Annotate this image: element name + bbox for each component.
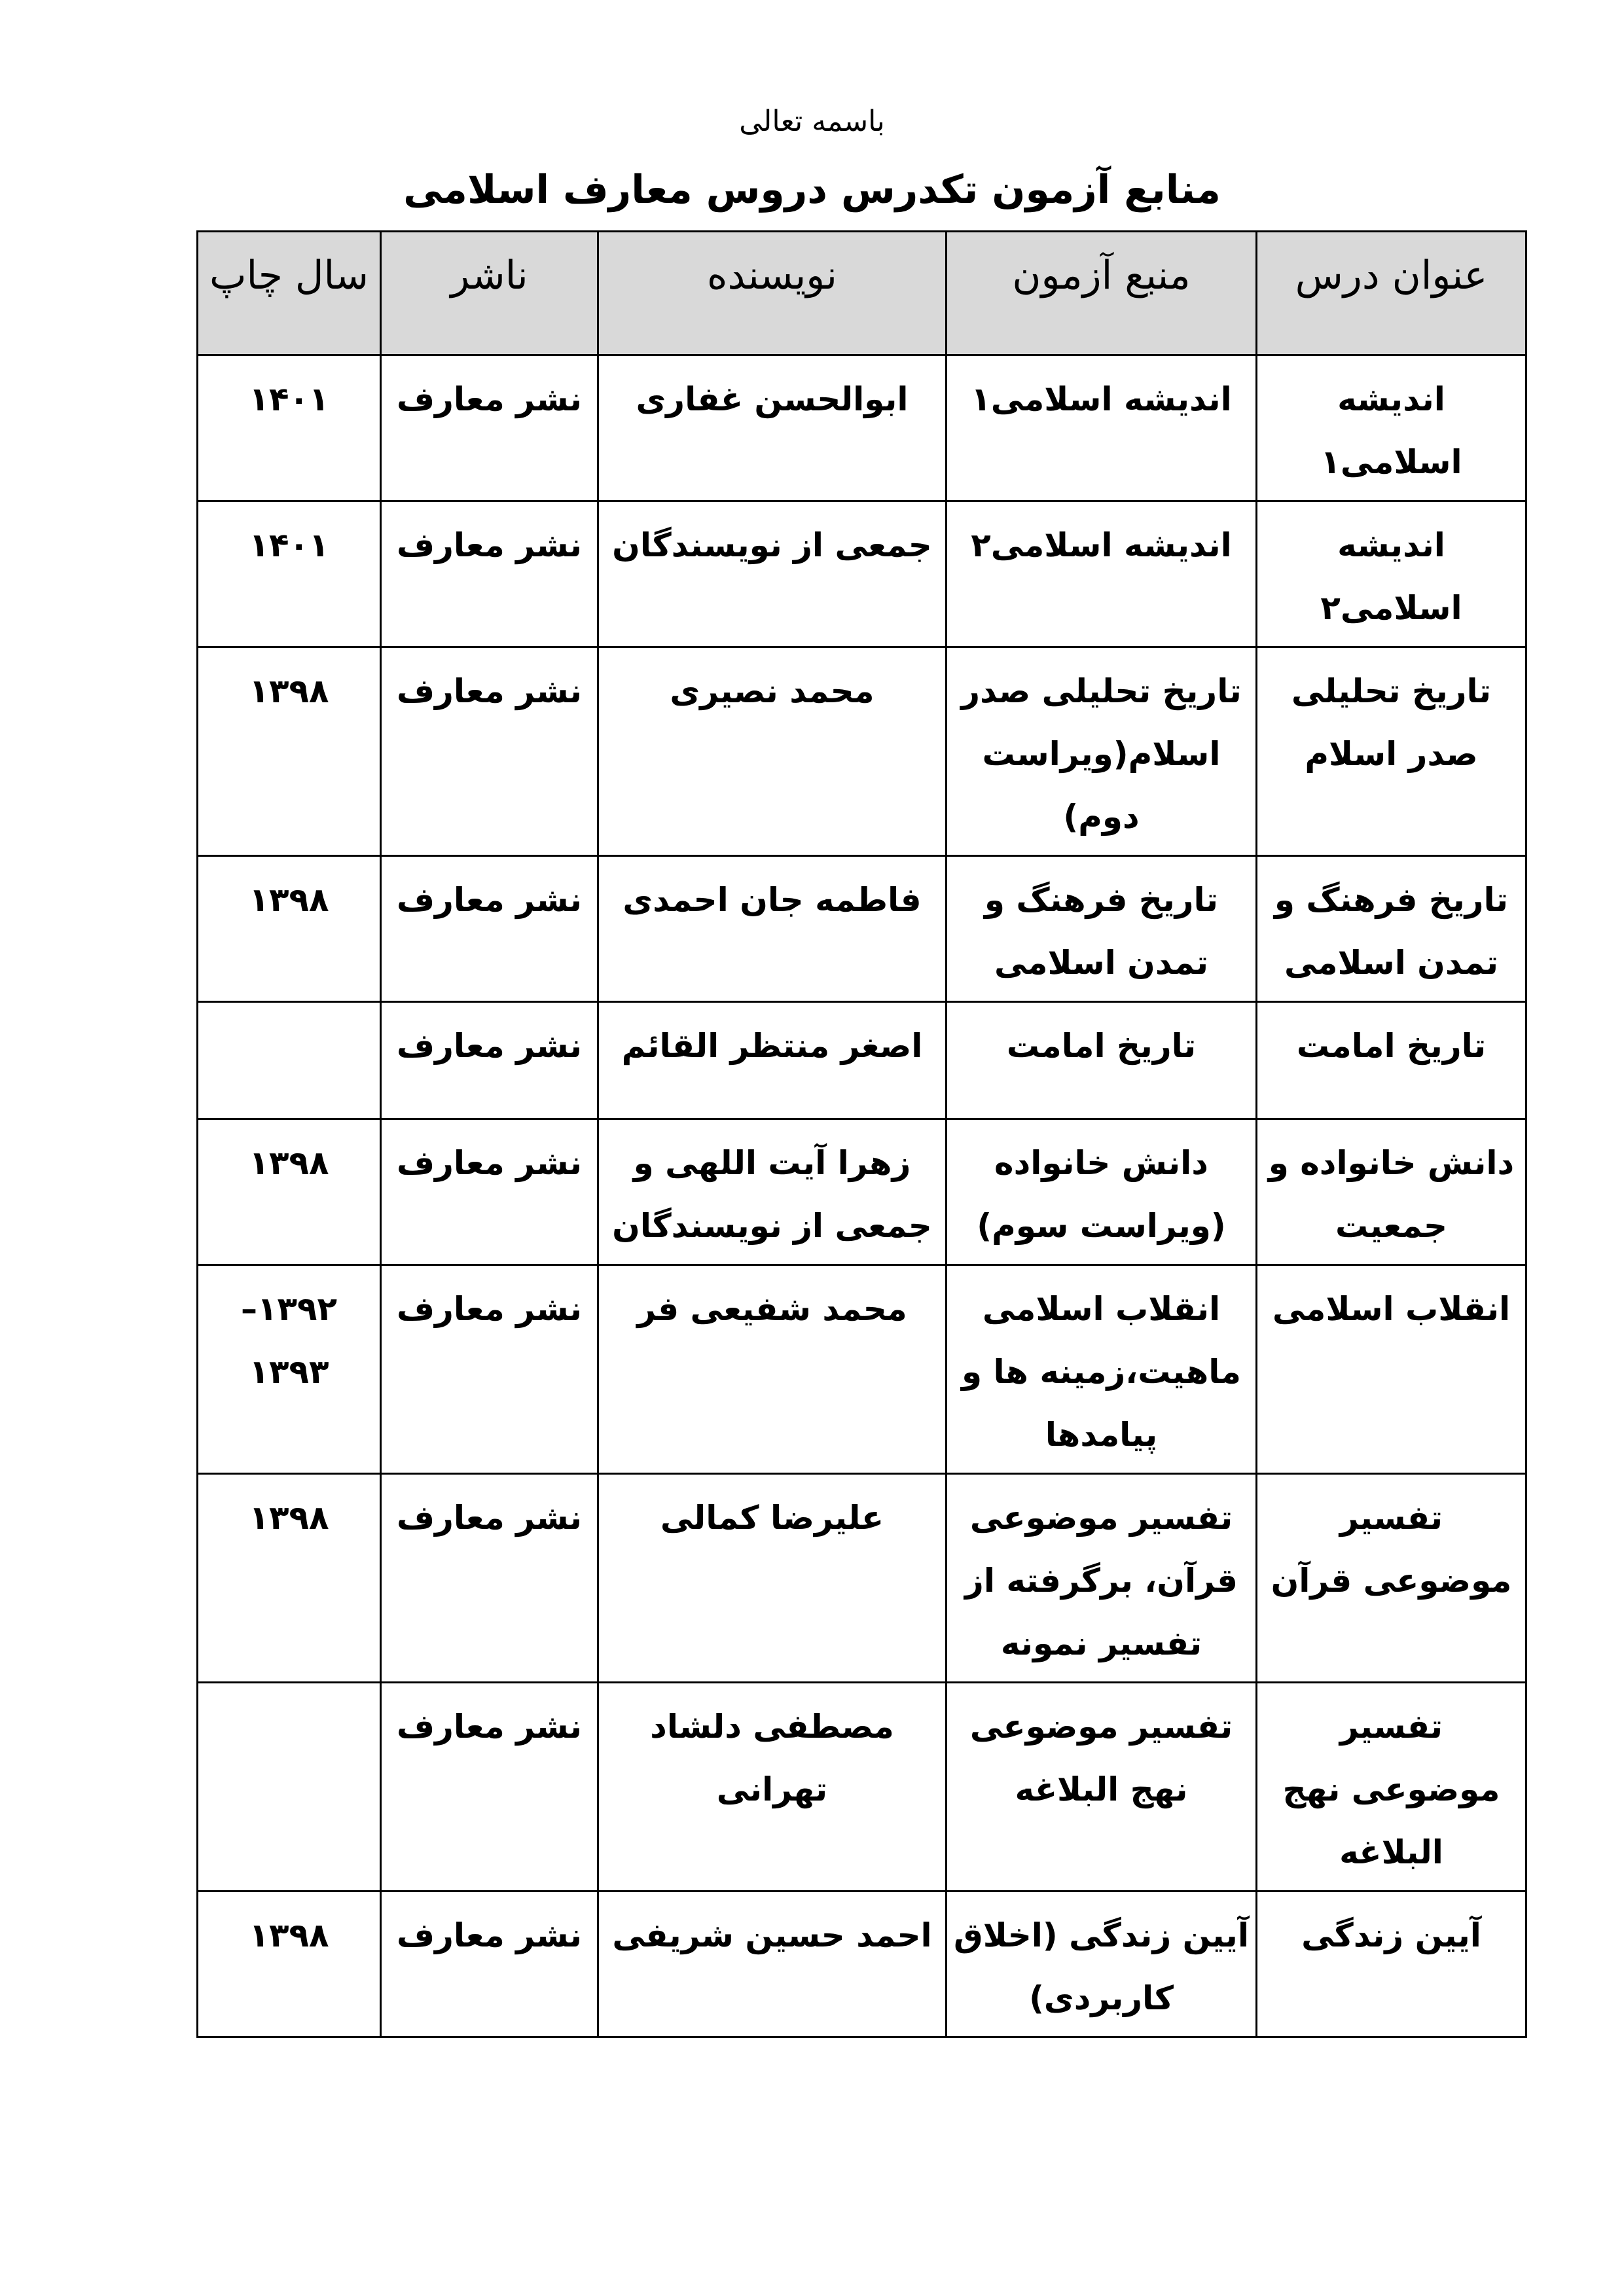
- cell-year: ۱۴۰۱: [198, 355, 381, 501]
- cell-source: اندیشه اسلامی۱: [947, 355, 1257, 501]
- cell-year: ۱۳۹۸: [198, 647, 381, 856]
- exam-sources-table: [196, 230, 1527, 2038]
- cell-course: آیین زندگی: [1257, 1892, 1526, 2037]
- cell-author: علیرضا کمالی: [598, 1474, 947, 1683]
- cell-year: ۱۳۹۲– ۱۳۹۳: [198, 1265, 381, 1474]
- cell-year: ۱۴۰۱: [198, 501, 381, 647]
- cell-publisher: نشر معارف: [381, 1265, 598, 1474]
- cell-course: انقلاب اسلامی: [1257, 1265, 1526, 1474]
- cell-course: دانش خانواده و جمعیت: [1257, 1119, 1526, 1265]
- table-row: [198, 1265, 1526, 1474]
- table-row: [198, 355, 1526, 501]
- cell-year: [198, 1683, 381, 1892]
- column-header-publisher: ناشر: [381, 232, 598, 355]
- cell-course: اندیشه اسلامی۲: [1257, 501, 1526, 647]
- table-row: [198, 1119, 1526, 1265]
- cell-source: تفسیر موضوعی نهج البلاغه: [947, 1683, 1257, 1892]
- cell-source: تاریخ فرهنگ و تمدن اسلامی: [947, 856, 1257, 1002]
- cell-publisher: نشر معارف: [381, 501, 598, 647]
- cell-publisher: نشر معارف: [381, 1474, 598, 1683]
- basmala-heading: باسمه تعالی: [739, 105, 885, 138]
- cell-author: احمد حسین شریفی: [598, 1892, 947, 2037]
- table-row: [198, 856, 1526, 1002]
- cell-year: [198, 1002, 381, 1119]
- cell-course: تاریخ امامت: [1257, 1002, 1526, 1119]
- cell-year: ۱۳۹۸: [198, 1892, 381, 2037]
- table-row: [198, 1474, 1526, 1683]
- table-row: [198, 501, 1526, 647]
- cell-source: تاریخ تحلیلی صدر اسلام(ویراست دوم): [947, 647, 1257, 856]
- cell-year: ۱۳۹۸: [198, 856, 381, 1002]
- cell-course: تاریخ فرهنگ و تمدن اسلامی: [1257, 856, 1526, 1002]
- cell-publisher: نشر معارف: [381, 1119, 598, 1265]
- cell-publisher: نشر معارف: [381, 856, 598, 1002]
- cell-publisher: نشر معارف: [381, 1002, 598, 1119]
- cell-course: تفسیر موضوعی نهج البلاغه: [1257, 1683, 1526, 1892]
- cell-author: ابوالحسن غفاری: [598, 355, 947, 501]
- cell-course: تفسیر موضوعی قرآن: [1257, 1474, 1526, 1683]
- table-row: [198, 647, 1526, 856]
- cell-course: اندیشه اسلامی۱: [1257, 355, 1526, 501]
- cell-author: جمعی از نویسندگان: [598, 501, 947, 647]
- cell-source: انقلاب اسلامی ماهیت،زمینه ها و پیامدها: [947, 1265, 1257, 1474]
- column-header-year: سال چاپ: [198, 232, 381, 355]
- cell-source: تاریخ امامت: [947, 1002, 1257, 1119]
- cell-publisher: نشر معارف: [381, 1892, 598, 2037]
- cell-source: آیین زندگی (اخلاق کاربردی): [947, 1892, 1257, 2037]
- cell-year: ۱۳۹۸: [198, 1474, 381, 1683]
- cell-author: فاطمه جان احمدی: [598, 856, 947, 1002]
- cell-author: محمد نصیری: [598, 647, 947, 856]
- cell-publisher: نشر معارف: [381, 647, 598, 856]
- cell-author: زهرا آیت اللهی و جمعی از نویسندگان: [598, 1119, 947, 1265]
- column-header-course: عنوان درس: [1257, 232, 1526, 355]
- cell-source: اندیشه اسلامی۲: [947, 501, 1257, 647]
- cell-author: اصغر منتظر القائم: [598, 1002, 947, 1119]
- cell-year: ۱۳۹۸: [198, 1119, 381, 1265]
- table-row: [198, 1683, 1526, 1892]
- cell-publisher: نشر معارف: [381, 1683, 598, 1892]
- column-header-source: منبع آزمون: [947, 232, 1257, 355]
- document-title: منابع آزمون تکدرس دروس معارف اسلامی: [403, 167, 1221, 213]
- cell-publisher: نشر معارف: [381, 355, 598, 501]
- table-row: [198, 1892, 1526, 2037]
- cell-source: دانش خانواده (ویراست سوم): [947, 1119, 1257, 1265]
- table-header-row: [198, 232, 1526, 355]
- cell-course: تاریخ تحلیلی صدر اسلام: [1257, 647, 1526, 856]
- table-row: [198, 1002, 1526, 1119]
- cell-author: محمد شفیعی فر: [598, 1265, 947, 1474]
- cell-source: تفسیر موضوعی قرآن، برگرفته از تفسیر نمونه: [947, 1474, 1257, 1683]
- column-header-author: نویسنده: [598, 232, 947, 355]
- cell-author: مصطفی دلشاد تهرانی: [598, 1683, 947, 1892]
